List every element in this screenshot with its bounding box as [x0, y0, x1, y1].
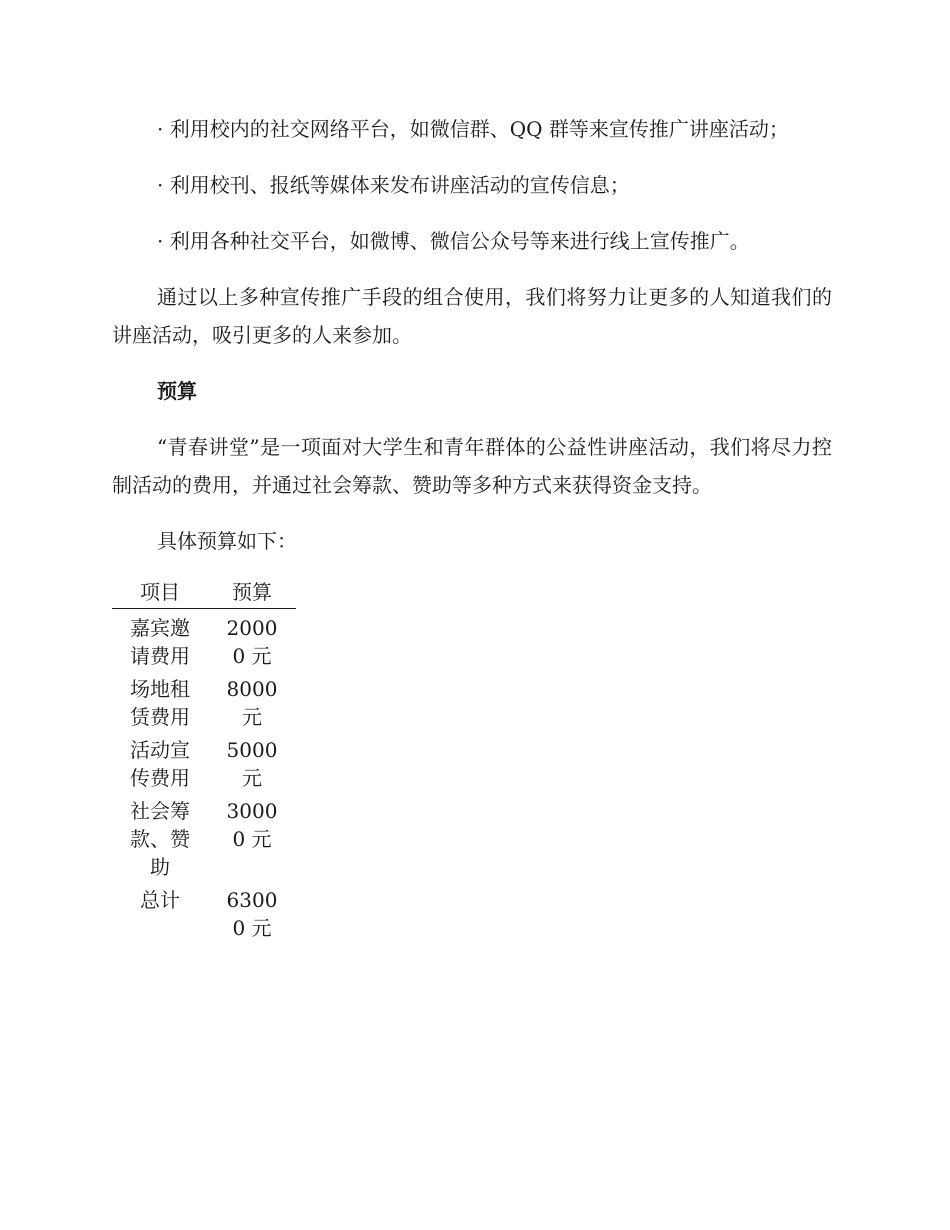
budget-cell: 8000 元 [226, 677, 278, 729]
table-row [112, 670, 296, 731]
budget-table [112, 578, 296, 942]
item-cell: 社会筹款、赞助 [130, 799, 190, 879]
bullet-item: · 利用校内的社交网络平台，如微信群、QQ 群等来宣传推广讲座活动； [157, 117, 789, 141]
table-row [112, 609, 296, 671]
column-header-budget: 预算 [208, 578, 296, 609]
budget-cell: 20000 元 [226, 616, 278, 668]
item-cell: 活动宣传费用 [130, 738, 190, 790]
item-cell: 嘉宾邀请费用 [130, 616, 190, 668]
table-row [112, 881, 296, 942]
budget-cell: 5000 元 [226, 738, 278, 790]
table-row [112, 731, 296, 792]
document-page [112, 110, 832, 942]
item-cell: 总计 [140, 888, 180, 912]
budget-intro-paragraph: “青春讲堂”是一项面对大学生和青年群体的公益性讲座活动，我们将尽力控制活动的费用，并通过社会筹款、赞助等多种方式来获得资金支持。 [112, 435, 832, 497]
budget-cell: 30000 元 [226, 799, 278, 851]
item-cell: 场地租赁费用 [130, 677, 190, 729]
budget-cell: 63000 元 [226, 888, 278, 940]
table-header-row [112, 578, 296, 609]
section-heading: 预算 [157, 379, 197, 403]
bullet-item: · 利用各种社交平台，如微博、微信公众号等来进行线上宣传推广。 [157, 229, 750, 253]
summary-paragraph: 通过以上多种宣传推广手段的组合使用，我们将努力让更多的人知道我们的讲座活动，吸引更多的人来参加。 [112, 285, 832, 347]
budget-lead-paragraph: 具体预算如下： [157, 529, 297, 553]
column-header-item: 项目 [112, 578, 208, 609]
bullet-item: · 利用校刊、报纸等媒体来发布讲座活动的宣传信息； [157, 173, 630, 197]
table-row [112, 792, 296, 881]
